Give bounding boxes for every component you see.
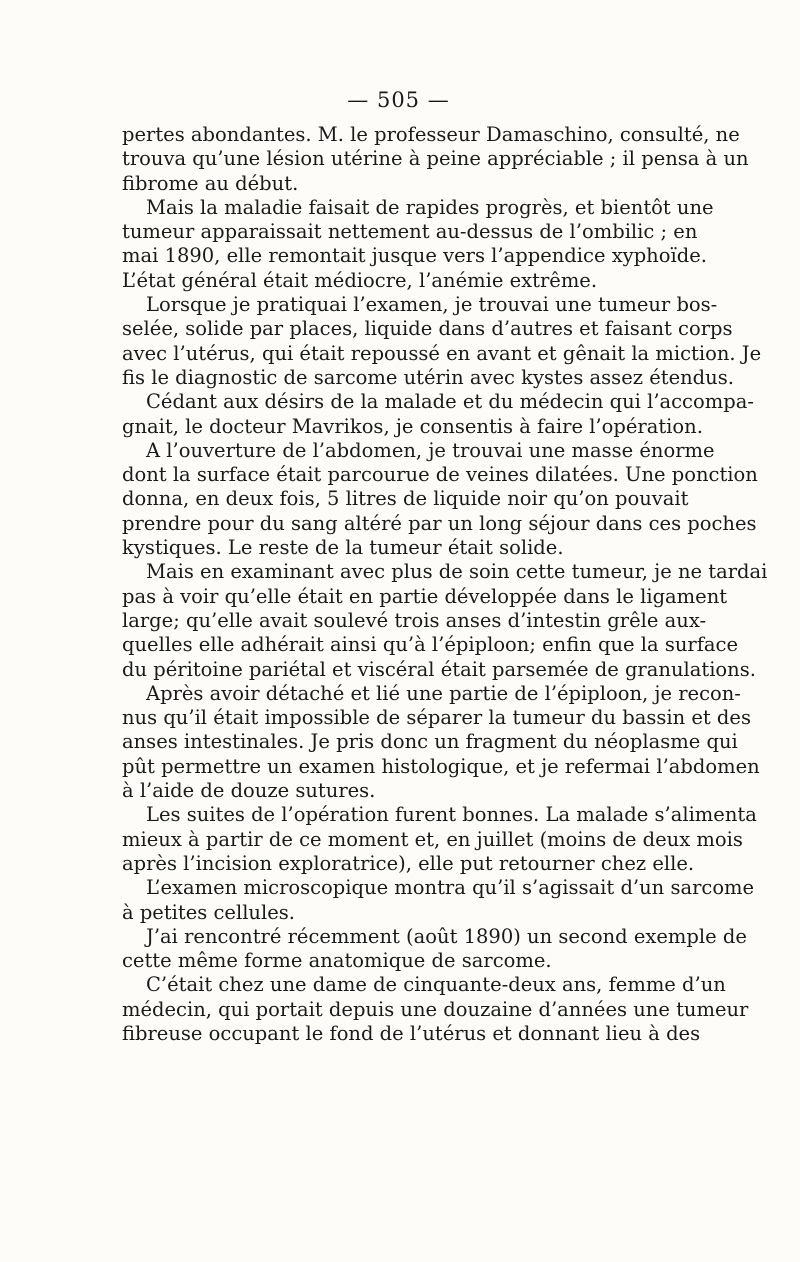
- paragraph-3: [122, 293, 762, 390]
- text-line: après l’incision exploratrice), elle put retourner chez elle.: [122, 851, 695, 875]
- text-line: anses intestinales. Je pris donc un fragment du néoplasme qui: [122, 730, 738, 754]
- text-line: A l’ouverture de l’abdomen, je trouvai une masse énorme: [146, 438, 715, 462]
- paragraph-10: [122, 924, 747, 974]
- text-line: médecin, qui portait depuis une douzaine d’années une tumeur: [122, 997, 749, 1021]
- text-line: L’examen microscopique montra qu’il s’agissait d’un sarcome: [146, 876, 755, 900]
- text-line: donna, en deux fois, 5 litres de liquide noir qu’on pouvait: [122, 487, 689, 511]
- text-line: fibreuse occupant le fond de l’utérus et donnant lieu à des: [122, 1021, 701, 1045]
- text-line: mai 1890, elle remontait jusque vers l’appendice xyphoïde.: [122, 244, 707, 268]
- text-line: dont la surface était parcourue de veines dilatées. Une ponction: [122, 463, 758, 487]
- text-line: Lorsque je pratiquai l’examen, je trouvai une tumeur bos-: [146, 293, 718, 317]
- text-line: kystiques. Le reste de la tumeur était solide.: [122, 536, 564, 560]
- text-line: avec l’utérus, qui était repoussé en avant et gênait la miction. Je: [122, 341, 762, 365]
- text-line: prendre pour du sang altéré par un long séjour dans ces poches: [122, 511, 757, 535]
- text-line: cette même forme anatomique de sarcome.: [122, 949, 552, 973]
- paragraph-7: [122, 681, 760, 803]
- text-line: Après avoir détaché et lié une partie de l’épiploon, je recon-: [146, 681, 741, 705]
- text-line: trouva qu’une lésion utérine à peine appréciable ; il pensa à un: [122, 147, 749, 171]
- paragraph-8: [122, 803, 757, 876]
- paragraph-6: [122, 560, 768, 681]
- text-line: fibrome au début.: [122, 171, 299, 195]
- text-line: Mais la maladie faisait de rapides progrès, et bientôt une: [146, 195, 714, 219]
- paragraph-1: [122, 123, 749, 196]
- paragraph-11: [122, 973, 749, 1046]
- text-line: du péritoine pariétal et viscéral était parsemée de granulations.: [122, 657, 756, 681]
- text-line: gnait, le docteur Mavrikos, je consentis à faire l’opération.: [122, 414, 703, 438]
- text-line: à l’aide de douze sutures.: [122, 779, 376, 803]
- document-page: [122, 85, 768, 1046]
- text-line: quelles elle adhérait ainsi qu’à l’épiploon; enfin que la surface: [122, 633, 739, 657]
- text-line: L’état général était médiocre, l’anémie extrême.: [122, 268, 598, 292]
- paragraph-2: [122, 195, 714, 293]
- text-line: J’ai rencontré récemment (août 1890) un second exemple de: [146, 924, 747, 948]
- text-line: mieux à partir de ce moment et, en juillet (moins de deux mois: [122, 827, 743, 851]
- paragraph-5: [122, 438, 758, 560]
- page-number: — 505 —: [347, 88, 450, 112]
- text-line: Cédant aux désirs de la malade et du médecin qui l’accompa-: [146, 390, 754, 414]
- text-line: tumeur apparaissait nettement au-dessus de l’ombilic ; en: [122, 220, 698, 244]
- text-line: fis le diagnostic de sarcome utérin avec kystes assez étendus.: [122, 365, 734, 389]
- text-line: pas à voir qu’elle était en partie développée dans le ligament: [122, 584, 728, 608]
- text-line: Mais en examinant avec plus de soin cette tumeur, je ne tardai: [146, 560, 768, 584]
- paragraph-4: [122, 390, 754, 439]
- paragraph-9: [122, 876, 755, 925]
- text-line: pertes abondantes. M. le professeur Damaschino, consulté, ne: [122, 123, 740, 146]
- text-line: à petites cellules.: [122, 900, 295, 924]
- text-line: pût permettre un examen histologique, et je refermai l’abdomen: [122, 754, 760, 778]
- text-line: Les suites de l’opération furent bonnes. La malade s’alimenta: [146, 803, 757, 827]
- text-line: selée, solide par places, liquide dans d’autres et faisant corps: [122, 317, 733, 341]
- text-line: nus qu’il était impossible de séparer la tumeur du bassin et des: [122, 706, 751, 730]
- text-line: large; qu’elle avait soulevé trois anses d’intestin grêle aux-: [122, 608, 707, 632]
- text-line: C’était chez une dame de cinquante-deux ans, femme d’un: [146, 973, 726, 997]
